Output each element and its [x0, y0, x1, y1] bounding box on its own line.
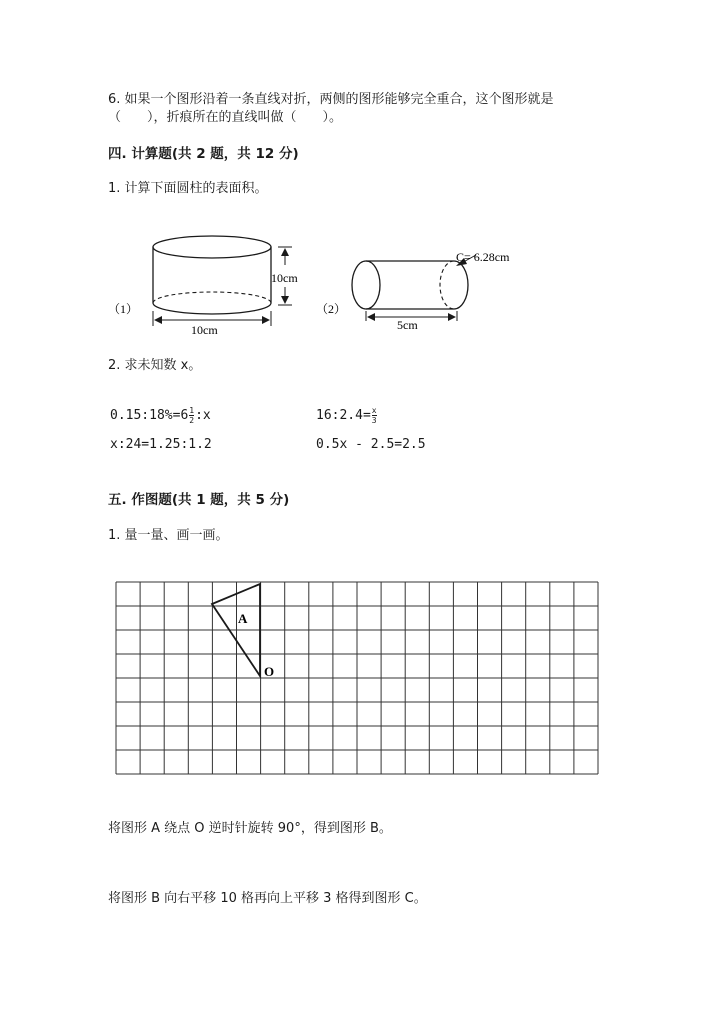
equation-3: x:24=1.25:1.2 — [110, 437, 212, 452]
section4-heading: 四. 计算题(共 2 题，共 12 分) — [108, 146, 299, 162]
equation-1-numerator: 1 — [189, 406, 195, 415]
equation-2-left: 16:2.4= — [316, 408, 371, 423]
fig2-label: （2） — [316, 302, 347, 316]
q6-line1: 6. 如果一个图形沿着一条直线对折，两侧的图形能够完全重合，这个图形就是 — [108, 92, 554, 107]
equation-1-right: :x — [195, 408, 211, 423]
fig2-length-label: 5cm — [397, 318, 418, 332]
equation-2 — [316, 406, 378, 425]
section5-heading: 五. 作图题(共 1 题，共 5 分) — [108, 492, 290, 508]
drawing-grid — [114, 580, 600, 776]
fig1-height-label: 10cm — [271, 271, 298, 285]
equation-1-left: 0.15:18%=6 — [110, 408, 189, 423]
equation-4: 0.5x - 2.5=2.5 — [316, 437, 426, 452]
fig1-label: （1） — [108, 302, 139, 316]
equation-1-denominator: 2 — [189, 416, 195, 425]
equation-1 — [110, 406, 211, 425]
cylinder-2 — [352, 255, 476, 321]
fig1-width-label: 10cm — [191, 323, 218, 337]
equation-2-denominator: 3 — [371, 416, 377, 425]
section4-question1: 1. 计算下面圆柱的表面积。 — [108, 181, 268, 196]
fig2-circumference-label: C= 6.28cm — [456, 250, 510, 264]
shape-a-label: A — [238, 611, 248, 626]
equation-2-numerator: x — [371, 406, 377, 415]
section4-question2: 2. 求未知数 x。 — [108, 358, 202, 373]
equation-1-fraction — [189, 406, 194, 425]
section5-question1: 1. 量一量、画一画。 — [108, 528, 229, 543]
point-o-label: O — [264, 664, 275, 679]
equation-2-fraction — [372, 406, 377, 425]
cylinder-figures — [100, 225, 540, 340]
instruction-1: 将图形 A 绕点 O 逆时针旋转 90°，得到图形 B。 — [108, 821, 392, 836]
instruction-2: 将图形 B 向右平移 10 格再向上平移 3 格得到图形 C。 — [108, 891, 427, 906]
grid-lines — [116, 582, 598, 774]
q6-line2: （ ），折痕所在的直线叫做（ ）。 — [108, 110, 343, 125]
